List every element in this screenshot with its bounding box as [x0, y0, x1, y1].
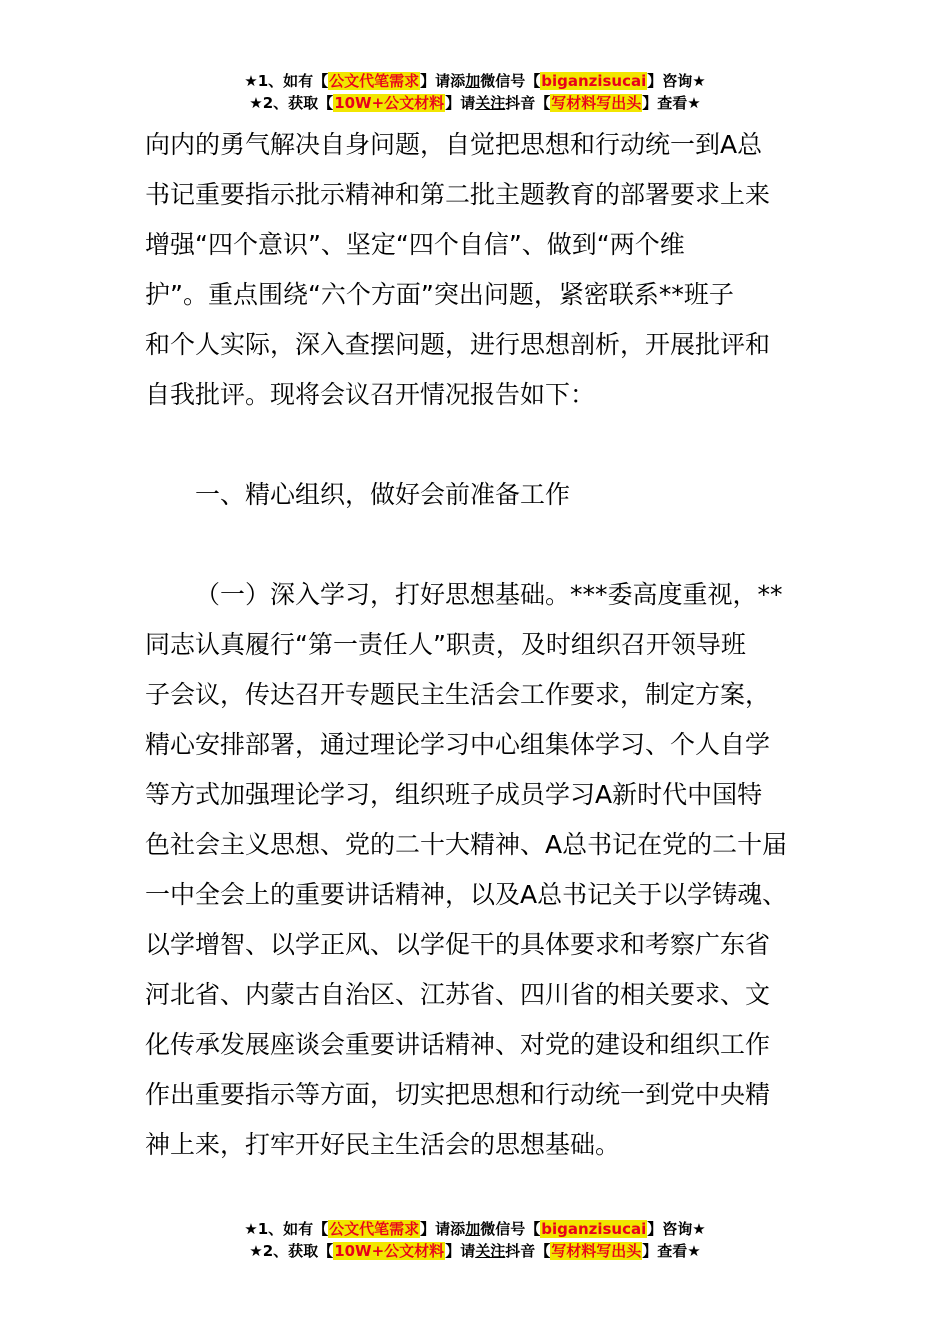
text-line: 作出重要指示等方面，切实把思想和行动统一到党中央精 — [145, 1080, 771, 1109]
text-line: 向内的勇气解决自身问题，自觉把思想和行动统一到A总 — [145, 130, 763, 159]
douyin-account: 写材料写出头 — [551, 1242, 642, 1260]
text-line: 河北省、内蒙古自治区、江苏省、四川省的相关要求、文 — [145, 980, 771, 1009]
subsection-paragraph — [145, 570, 815, 1170]
text-line: 一中全会上的重要讲话精神，以及A总书记关于以学铸魂、 — [145, 880, 788, 909]
text-line: 化传承发展座谈会重要讲话精神、对党的建设和组织工作 — [145, 1030, 771, 1059]
promo-highlight: 10W+公文材料 — [334, 1242, 445, 1260]
promo-line-1: ★1、如有【公文代笔需求】请添加微信号【biganzisucai】咨询★ — [244, 1220, 706, 1238]
text-line: 色社会主义思想、党的二十大精神、A总书记在党的二十届 — [145, 830, 788, 859]
intro-paragraph — [145, 120, 815, 420]
section-heading: 一、精心组织，做好会前准备工作 — [195, 480, 571, 509]
promo-banner-top — [0, 70, 950, 114]
promo-line-1: ★1、如有【公文代笔需求】请添加微信号【biganzisucai】咨询★ — [244, 72, 706, 90]
text-line: 书记重要指示批示精神和第二批主题教育的部署要求上来 — [145, 180, 771, 209]
text-line: 以学增智、以学正风、以学促干的具体要求和考察广东省 — [145, 930, 771, 959]
text-line: 自我批评。现将会议召开情况报告如下： — [145, 380, 596, 409]
promo-highlight: 10W+公文材料 — [334, 94, 445, 112]
text-line: 等方式加强理论学习，组织班子成员学习A新时代中国特 — [145, 780, 763, 809]
promo-line-2: ★2、获取【10W+公文材料】请关注抖音【写材料写出头】查看★ — [249, 1242, 701, 1260]
douyin-account: 写材料写出头 — [551, 94, 642, 112]
text-line: 护”。重点围绕“六个方面”突出问题，紧密联系**班子 — [145, 280, 734, 309]
text-line: 和个人实际，深入查摆问题，进行思想剖析，开展批评和 — [145, 330, 771, 359]
text-line: 同志认真履行“第一责任人”职责，及时组织召开领导班 — [145, 630, 746, 659]
wechat-id: biganzisucai — [541, 72, 647, 90]
promo-highlight: 公文代笔需求 — [329, 1220, 420, 1238]
promo-highlight: 公文代笔需求 — [329, 72, 420, 90]
promo-line-2: ★2、获取【10W+公文材料】请关注抖音【写材料写出头】查看★ — [249, 94, 701, 112]
text-line: 精心安排部署，通过理论学习中心组集体学习、个人自学 — [145, 730, 771, 759]
wechat-id: biganzisucai — [541, 1220, 647, 1238]
document-body — [145, 120, 815, 1170]
text-line: （一）深入学习，打好思想基础。***委高度重视，** — [195, 580, 783, 609]
text-line: 子会议，传达召开专题民主生活会工作要求，制定方案， — [145, 680, 771, 709]
promo-banner-bottom — [0, 1218, 950, 1262]
text-line: 神上来，打牢开好民主生活会的思想基础。 — [145, 1130, 621, 1159]
text-line: 增强“四个意识”、坚定“四个自信”、做到“两个维 — [145, 230, 685, 259]
